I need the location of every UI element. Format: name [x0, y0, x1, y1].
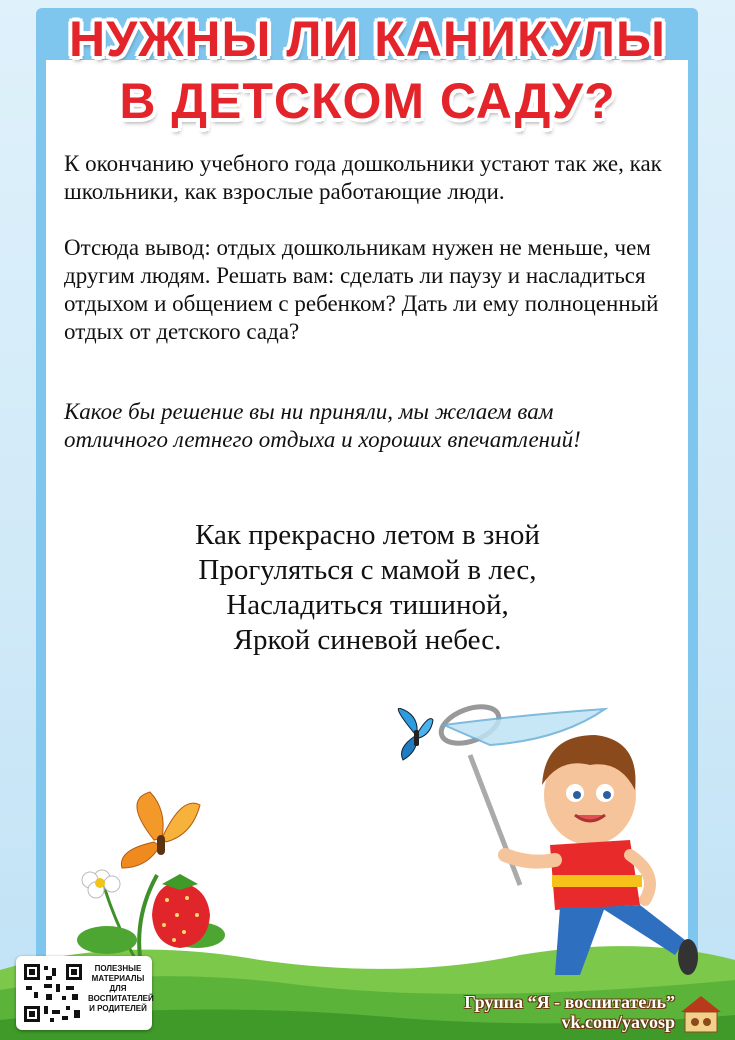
qr-caption-line: ПОЛЕЗНЫЕ	[94, 964, 142, 973]
poem-line: Прогуляться с мамой в лес,	[198, 554, 537, 586]
qr-code-icon[interactable]	[22, 962, 84, 1024]
boy-with-net-icon	[430, 695, 710, 985]
qr-caption-line: ВОСПИТАТЕЛЕЙ	[88, 994, 154, 1003]
group-name: Группа “Я - воспитатель”	[464, 992, 675, 1012]
poem	[0, 518, 735, 658]
group-logo-icon	[679, 994, 723, 1034]
paragraph-2: Отсюда вывод: отдых дошкольникам нужен не меньше, чем другим людям. Решать вам: сделать ли паузу и насладиться отдыхом и общением с ребенком? Дать ли ему полноценный отдых от детского сада?	[64, 235, 659, 344]
group-link[interactable]: vk.com/yavosp	[561, 1012, 675, 1032]
strawberry-icon	[62, 780, 232, 980]
qr-card	[16, 956, 152, 1030]
wish-text: Какое бы решение вы ни приняли, мы желаем вам отличного летнего отдыха и хороших впечатлений!	[64, 399, 581, 452]
group-credit	[464, 992, 675, 1032]
title-line-1: НУЖНЫ ЛИ КАНИКУЛЫ	[69, 11, 666, 67]
poem-line: Как прекрасно летом в зной	[195, 519, 540, 551]
poem-line: Яркой синевой небес.	[233, 624, 502, 656]
poem-line: Насладиться тишиной,	[226, 589, 509, 621]
qr-caption-line: МАТЕРИАЛЫ	[91, 974, 145, 983]
title-line-2: В ДЕТСКОМ САДУ?	[119, 73, 616, 129]
qr-caption-line: ДЛЯ	[109, 984, 127, 993]
qr-caption-line: И РОДИТЕЛЕЙ	[89, 1004, 147, 1013]
qr-caption	[88, 964, 154, 1014]
orange-butterfly-icon	[121, 792, 200, 868]
flower-icon	[82, 870, 120, 898]
paragraph-1: К окончанию учебного года дошкольники устают так же, как школьники, как взрослые работающие люди.	[64, 151, 662, 204]
